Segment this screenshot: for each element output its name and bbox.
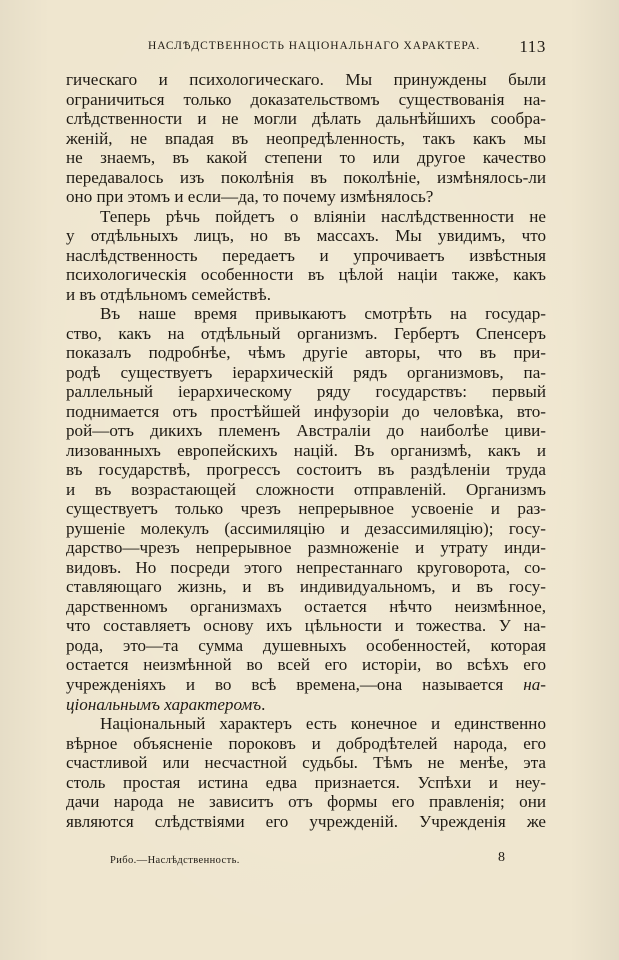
signature-mark: 8 — [498, 850, 505, 865]
text-line: видовъ. Но посреди этого непрестаннаго круговорота, со- — [66, 557, 546, 577]
text-line: оно при этомъ и если—да, то почему измѣнялось? — [66, 187, 434, 207]
text-line: Національный характеръ есть конечное и единственно — [100, 714, 546, 734]
text-line: ство, какъ на отдѣльный организмъ. Гербертъ Спенсеръ — [66, 323, 546, 343]
text-line: ціональнымъ характеромъ. — [66, 694, 266, 714]
text-line: столь простая истина едва признается. Успѣхи и неу- — [66, 772, 546, 792]
text-line: слѣдственности и не могли дѣлать дальнѣйшихъ сообра- — [66, 109, 546, 129]
text-line: передавалось изъ поколѣнія въ поколѣніе, измѣнялось-ли — [66, 167, 546, 187]
text-line: Въ наше время привыкаютъ смотрѣть на государ- — [100, 304, 546, 324]
text-line: ставляющаго жизнь, и въ индивидуальномъ, и въ госу- — [66, 577, 546, 597]
text-line: остается неизмѣнной во всей его исторіи, во всѣхъ его — [66, 655, 546, 675]
text-line: счастливой или несчастной судьбы. Тѣмъ не менѣе, эта — [66, 753, 546, 773]
text-line: наслѣдственность передаетъ и упрочиваетъ извѣстныя — [66, 245, 546, 265]
text-line: раллельный іерархическому ряду государствъ: первый — [66, 382, 546, 402]
text-line: Теперь рѣчь пойдетъ о вліяніи наслѣдственности не — [100, 206, 546, 226]
text-line: психологическія особенности въ цѣлой націи также, какъ — [66, 265, 546, 285]
paragraph-1 — [66, 70, 546, 207]
paragraph-2 — [66, 207, 546, 305]
text-line: гическаго и психологическаго. Мы принуждены были — [66, 70, 546, 89]
running-head — [68, 38, 546, 58]
body-text — [66, 70, 546, 831]
text-line: рода, это—та сумма душевныхъ особенностей, которая — [66, 635, 546, 655]
text-line: и въ возрастающей сложности отправленій. Организмъ — [66, 479, 546, 499]
text-line: и въ отдѣльномъ семействѣ. — [66, 284, 271, 304]
text-line: не знаемъ, въ какой степени то или другое качество — [66, 148, 546, 168]
text-line: рушеніе молекулъ (ассимиляцію и дезассимиляцію); госу- — [66, 518, 546, 538]
italic-term: ціональнымъ характеромъ — [66, 694, 262, 714]
text-line: учрежденіяхъ и во всѣ времена,—она называется на- — [66, 674, 546, 694]
paragraph-4 — [66, 714, 546, 831]
text-line: ограничиться только доказательствомъ существованія на- — [66, 89, 546, 109]
text-line: женій, не впадая въ неопредѣленность, такъ какъ мы — [66, 128, 546, 148]
running-title: НАСЛѢДСТВЕННОСТЬ НАЦІОНАЛЬНАГО ХАРАКТЕРА. — [148, 40, 481, 52]
text-line: рой—отъ дикихъ племенъ Австраліи до наиболѣе циви- — [66, 421, 546, 441]
text-line: дарство—чрезъ непрерывное размноженіе и утрату инди- — [66, 538, 546, 558]
text-line: дачи народа не зависитъ отъ формы его правленія; они — [66, 792, 546, 812]
text-line: существуетъ только чрезъ непрерывное усвоеніе и раз- — [66, 499, 546, 519]
text-line: въ государствѣ, прогрессъ состоитъ въ раздѣленіи труда — [66, 460, 546, 480]
text-line: являются слѣдствіями его учрежденій. Учрежденія же — [66, 811, 546, 831]
italic-term: на- — [523, 674, 546, 694]
text-line: дарственномъ организмахъ остается нѣчто неизмѣнное, — [66, 596, 546, 616]
text-line: у отдѣльныхъ лицъ, но въ массахъ. Мы увидимъ, что — [66, 226, 546, 246]
signature-text: Рибо.—Наслѣдственность. — [110, 855, 240, 866]
paragraph-3 — [66, 304, 546, 714]
text-line: поднимается отъ простѣйшей инфузоріи до человѣка, вто- — [66, 401, 546, 421]
text-line: показалъ подробнѣе, чѣмъ другіе авторы, что въ при- — [66, 343, 546, 363]
text-line: что составляетъ основу ихъ цѣльности и тожества. У на- — [66, 616, 546, 636]
text-line: лизованныхъ европейскихъ націй. Въ организмѣ, какъ и — [66, 440, 546, 460]
page-number: 113 — [519, 37, 546, 56]
text-line: родѣ существуетъ іерархическій рядъ организмовъ, па- — [66, 362, 546, 382]
text-line: вѣрное объясненіе пороковъ и добродѣтелей народа, его — [66, 733, 546, 753]
page-footer — [110, 850, 510, 877]
